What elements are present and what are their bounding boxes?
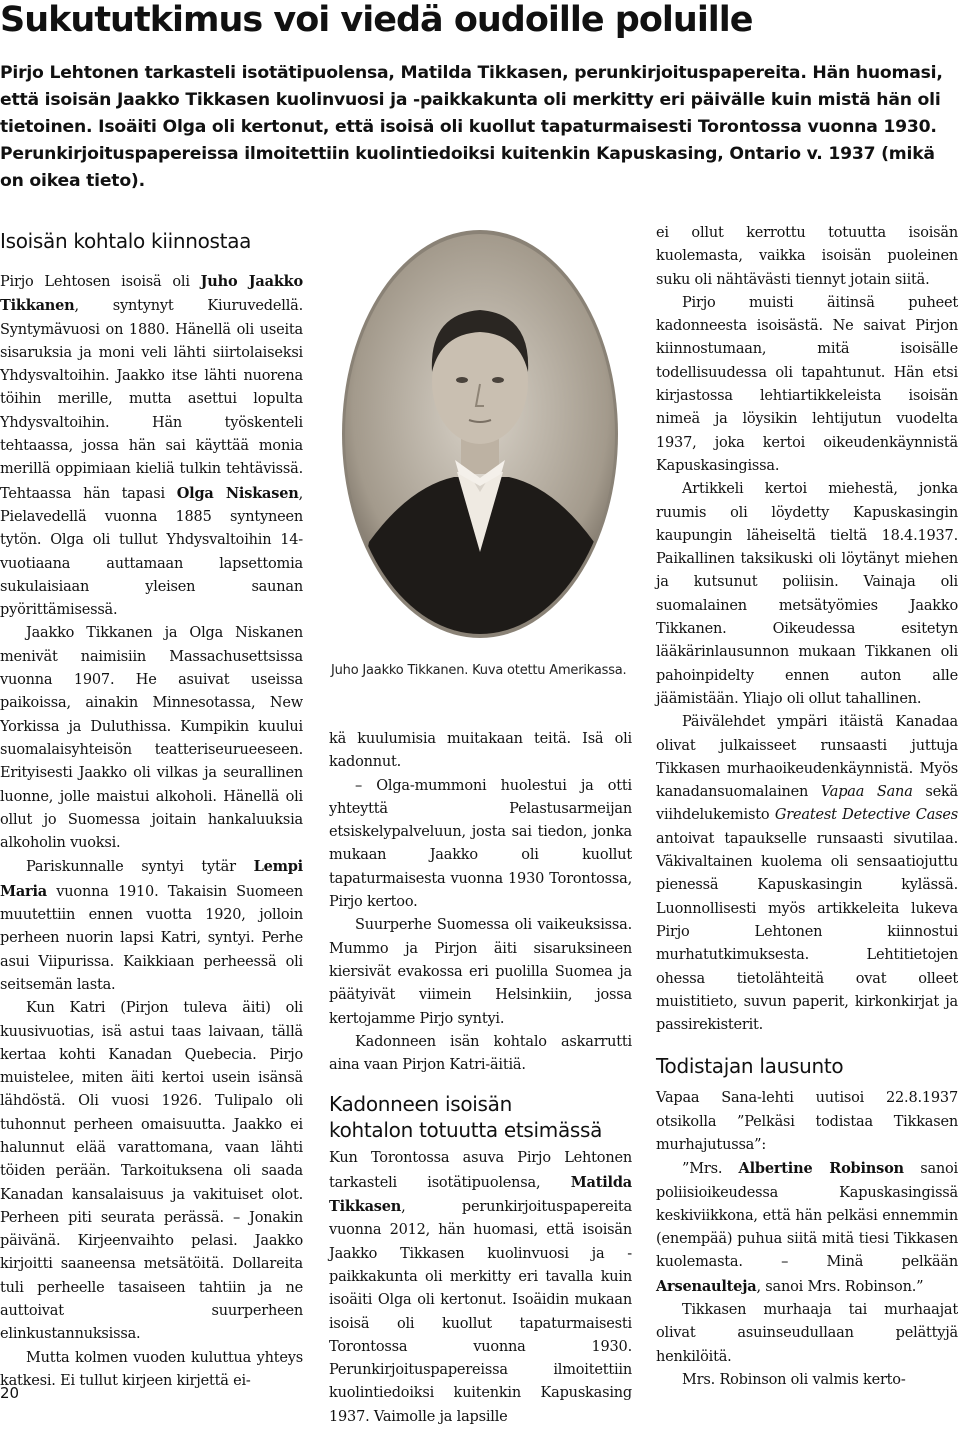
body-paragraph: kä kuulumisia muitakaan teitä. Isä oli kadonnut. — [329, 731, 632, 771]
body-paragraph: Pirjo muisti äitinsä puheet kadonneesta isoisästä. Ne saivat Pirjon kiinnostumaan, mitä isoisälle todellisuudessa oli tapahtunut. Hän etsi kirjastossa lehtiartikkeleista isoisän nimeä ja löysikin lehtijutun vuodelta 1937, joka kertoi oikeudenkäynnistä Kapuskasingissa. — [656, 294, 958, 474]
body-paragraph: Tikkasen murhaaja tai murhaajat olivat asuinseudullaan pelättyjä henkilöitä. — [656, 1302, 958, 1365]
body-paragraph: Suurperhe Suomessa oli vaikeuksissa. Mummo ja Pirjon äiti sisaruksineen kiersivät evakossa eri puolilla Suomea ja päätyivät viimein Helsinkiin, jossa kertojamme Pirjo syntyi. — [329, 917, 632, 1027]
body-paragraph: Pariskunnalle syntyi tytär Lempi Maria vuonna 1910. Takaisin Suomeen muutettiin ennen vuotta 1920, jolloin perheen nuorin lapsi Katri, syntyi. Perhe asui Viipurissa. Kaikkiaan perheessä oli seitsemän lasta. — [0, 858, 303, 993]
column-3 — [656, 222, 958, 1392]
portrait-photo — [329, 222, 632, 642]
body-paragraph: Kun Torontossa asuva Pirjo Lehtonen tarkasteli isotätipuolensa, Matilda Tikkasen, perunkirjoituspapereita vuonna 2012, hän huomasi, että isoisän Jaakko Tikkasen kuolinvuosi ja -paikkakunta oli merkitty eri tavalla kuin isoäiti Olga oli kertonut. Isoäidin mukaan isoisä oli kuollut tapaturmaisesti Torontossa vuonna 1930. Perunkirjoituspapereissa ilmoitettiin kuolintiedoiksi kuitenkin Kapuskasing 1937. Vaimolle ja lapsille — [329, 1150, 632, 1425]
body-paragraph: – Olga-mummoni huolestui ja otti yhteyttä Pelastusarmeijan etsiskelypalveluun, josta sai tiedon, jonka mukaan Jaakko oli kuollut tapaturmaisesta vuonna 1930 Torontossa, Pirjo kertoo. — [329, 777, 632, 911]
body-paragraph: Artikkeli kertoi miehestä, jonka ruumis oli löydetty Kapuskasingin kaupungin läheiseltä tieltä 18.4.1937. Paikallinen taksikuski oli löytänyt miehen ja kutsunut poliisin. Vainaja oli suomalainen metsätyömies Jaakko Tikkanen. Oikeudessa esitetyn lääkärinlausunnon mukaan Tikkanen oli pahoinpidelty ennen auton alle jäämistään. Yliajo oli ollut tahallinen. — [656, 481, 958, 707]
headline: Sukututkimus voi viedä oudoille poluille — [0, 0, 753, 40]
lead-paragraph: Pirjo Lehtonen tarkasteli isotätipuolensa, Matilda Tikkasen, perunkirjoituspapereita. Hän huomasi, että isoisän Jaakko Tikkasen kuolinvuosi ja -paikkakunta oli merkitty eri päivälle kuin mistä hän oli tietoinen. Isoäiti Olga oli kertonut, että isoisä oli kuollut tapaturmaisesti Torontossa vuonna 1930. Perunkirjoituspapereissa ilmoitettiin kuolintiedoiksi kuitenkin Kapuskasing, Ontario v. 1937 (mikä on oikea tieto). — [0, 63, 943, 191]
page-number: 20 — [0, 1384, 20, 1402]
section-heading-isoisan-kohtalo: Isoisän kohtalo kiinnostaa — [0, 229, 252, 253]
column-2 — [329, 728, 632, 1429]
body-paragraph: Jaakko Tikkanen ja Olga Niskanen menivät naimisiin Massachusettsissa vuonna 1907. He asuivat useissa paikoissa, ainakin Minnesotassa, New Yorkissa ja Duluthissa. Kumpikin kuului suomalaisyhteisön teatteriseurueeseen. Erityisesti Jaakko oli vilkas ja seurallinen luonne, jolle maistui alkoholi. Hänellä oli ollut jo Suomessa joitain hankaluuksia alkoholin vuoksi. — [0, 625, 303, 852]
portrait-photo-image — [329, 222, 632, 642]
body-paragraph: Kadonneen isän kohtalo askarrutti aina vaan Pirjon Katri-äitiä. — [329, 1033, 632, 1074]
body-paragraph: Vapaa Sana-lehti uutisoi 22.8.1937 otsikolla ”Pelkäsi todistaa Tikkasen murhajutussa”: — [656, 1090, 958, 1153]
body-paragraph: Mrs. Robinson oli valmis kerto- — [682, 1371, 906, 1388]
body-paragraph: Kun Katri (Pirjon tuleva äiti) oli kuusivuotias, isä astui taas laivaan, tällä kertaa kohti Kanadan Quebecia. Pirjo muistelee, miten äiti kertoi usein isänsä lähdöstä. Oli vuosi 1926. Tulipalo oli tuhonnut perheen omaisuutta. Jaakko ei halunnut elää varattomana, vaan lähti töiden perään. Tarkoituksena oli saada Kanadan kansalaisuus ja vakituiset olot. Perheen piti seurata perässä. – Jonakin päivänä. Kirjeenvaihto pelasi. Jaakko kirjoitti saaneensa metsätöitä. Dollareita tuli perheelle tasaiseen tahtiin ja ne auttoivat suurperheen elinkustannuksissa. — [0, 1000, 303, 1343]
body-paragraph: Pirjo Lehtosen isoisä oli Juho Jaakko Tikkanen, syntynyt Kiuruvedellä. Syntymävuosi on 1880. Hänellä oli useita sisaruksia ja moni veli lähti siirtolaiseksi Yhdysvaltoihin. Jaakko itse lähti nuorena töihin merille, mutta asettui lopulta Yhdysvaltoihin. Hän työskenteli tehtaassa, jossa hän sai käyttää monia merillä oppimiaan kieliä tulkin tehtävissä. Tehtaassa hän tapasi Olga Niskasen, Pielavedellä vuonna 1885 syntyneen tytön. Olga oli tullut Yhdysvaltoihin 14-vuotiaana auttamaan lapsettomia sukulaisiaan yleisen saunan pyörittämisessä. — [0, 273, 303, 619]
section-heading-kadonneen-isoisan: Kadonneen isoisän kohtalon totuutta etsimässä — [329, 1092, 603, 1143]
section-heading-todistajan-lausunto: Todistajan lausunto — [656, 1054, 844, 1079]
body-paragraph: ”Mrs. Albertine Robinson sanoi poliisioikeudessa Kapuskasingissä keskiviikkona, että hän pelkäsi ennemmin (enempää) puhua siitä mitä tiesi Tikkasen kuolemasta. – Minä pelkään Arsenaulteja, sanoi Mrs. Robinson.” — [656, 1160, 958, 1295]
photo-caption: Juho Jaakko Tikkanen. Kuva otettu Amerikassa. — [331, 663, 627, 678]
body-paragraph: ei ollut kerrottu totuutta isoisän kuolemasta, vaikka isoisän puoleinen suku oli nähtävästi tiennyt jotain siitä. — [656, 225, 958, 288]
body-paragraph: Päivälehdet ympäri itäistä Kanadaa olivat julkaisseet runsaasti juttuja Tikkasen murhaoikeudenkäynnistä. Myös kanadansuomalainen Vapaa Sana sekä viihdelukemisto Greatest Detective Cases antoivat tapaukselle runsaasti sivutilaa. Väkivaltainen kuolema oli sensaatiojuttu pienessä Kapuskasingin kylässä. Luonnollisesti myös artikkeleita lukeva Pirjo Lehtonen kiinnostui murhatutkimuksesta. Lehtitietojen ohessa tietolähteitä ovat olleet muistitieto, suvun paperit, kirkonkirjat ja passirekisterit. — [656, 714, 958, 1034]
body-paragraph: Mutta kolmen vuoden kuluttua yhteys katkesi. Ei tullut kirjeen kirjettä ei- — [0, 1349, 303, 1389]
column-1 — [0, 228, 303, 1393]
